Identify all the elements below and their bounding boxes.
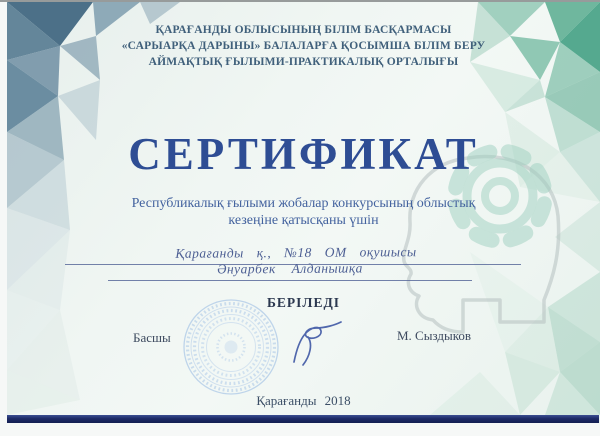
header-line-2: «САРЫАРҚА ДАРЫНЫ» БАЛАЛАРҒА ҚОСЫМША БІЛІМ БЕРУ xyxy=(121,40,486,52)
issued-label: БЕРІЛЕДІ xyxy=(266,295,341,310)
signer-name: М. Сыздыков xyxy=(397,328,472,343)
award-reason-line-2: кезеңіне қатысқаны үшін xyxy=(228,213,379,228)
award-reason-line-1: Республикалық ғылыми жобалар конкурсының облыстық xyxy=(131,196,476,211)
handwritten-signature xyxy=(294,322,341,365)
certificate-title: СЕРТИФИКАТ xyxy=(128,129,479,179)
city-year: Қарағанды 2018 xyxy=(256,393,351,408)
signer-role-label: Басшы xyxy=(133,330,171,345)
certificate xyxy=(7,2,600,423)
recipient-school-handwritten: Қарағанды қ., №18 ОМ оқушысы xyxy=(175,244,417,261)
recipient-name-handwritten: Әнуарбек Алданышқа xyxy=(217,260,363,277)
fill-in-line-2 xyxy=(108,280,472,281)
round-official-stamp xyxy=(184,300,278,394)
header-line-1: ҚАРАҒАНДЫ ОБЛЫСЫНЫҢ БІЛІМ БАСҚАРМАСЫ xyxy=(155,24,452,36)
header-line-3: АЙМАҚТЫҚ ҒЫЛЫМИ-ПРАКТИКАЛЫҚ ОРТАЛЫҒЫ xyxy=(148,56,459,68)
bottom-accent-bar xyxy=(7,415,599,423)
